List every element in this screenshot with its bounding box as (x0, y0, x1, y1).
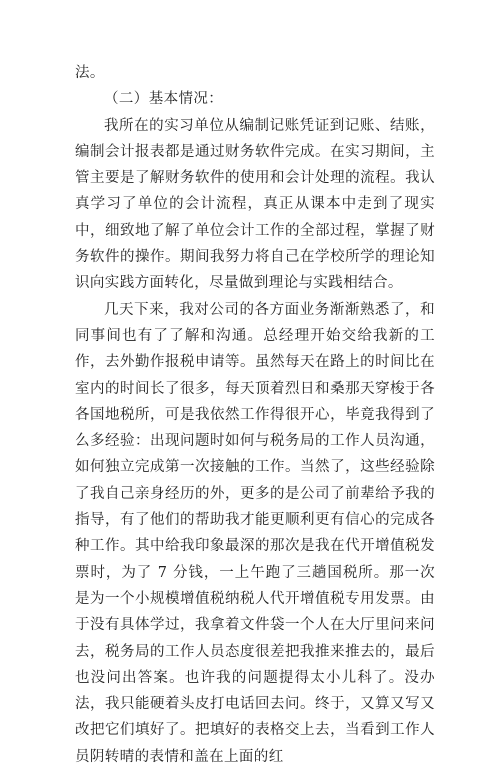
section-heading: （二）基本情况： (104, 91, 224, 108)
paragraph-internship-unit: 我所在的实习单位从编制记账凭证到记账、结账，编制会计报表都是通过财务软件完成。在实习期间，主管主要是了解财务软件的使用和会计处理的流程。我认真学习了单位的会计流程，真正从课本中走到了现实中，细致地了解了单位会计工作的全部过程，掌握了财务软件的操作。期间我努力将自己在学校所学的理论知识向实践方面转化，尽量做到理论与实践相结合。 (75, 117, 435, 292)
document-body (75, 60, 435, 770)
paragraph-daily-work: 几天下来，我对公司的各方面业务渐渐熟悉了，和同事间也有了了解和沟通。总经理开始交给我新的工作，去外勤作报税申请等。虽然每天在路上的时间比在室内的时间长了很多，每天顶着烈日和桑那天穿梭于各各国地税所，可是我依然工作得很开心，毕竟我得到了么多经验：出现问题时如何与税务局的工作人员沟通，如何独立完成第一次接触的工作。当然了，这些经验除了我自己亲身经历的外，更多的是公司了前辈给予我的指导，有了他们的帮助我才能更顺利更有信心的完成各种工作。其中给我印象最深的那次是我在代开增值税发票时，为了 7 分钱，一上午跑了三趟国税所。那一次是为一个小规模增值税纳税人代开增值税专用发票。由于没有具体学过，我拿着文件袋一个人在大厅里问来问去，税务局的工作人员态度很差把我推来推去的，最后也没问出答案。也许我的问题提得太小儿科了。没办法，我只能硬着头皮打电话回去问。终于，又算又写又改把它们填好了。把填好的表格交上去，当看到工作人员阴转晴的表情和盖在上面的红 (75, 301, 435, 765)
continuation-line: 法。 (75, 65, 105, 81)
